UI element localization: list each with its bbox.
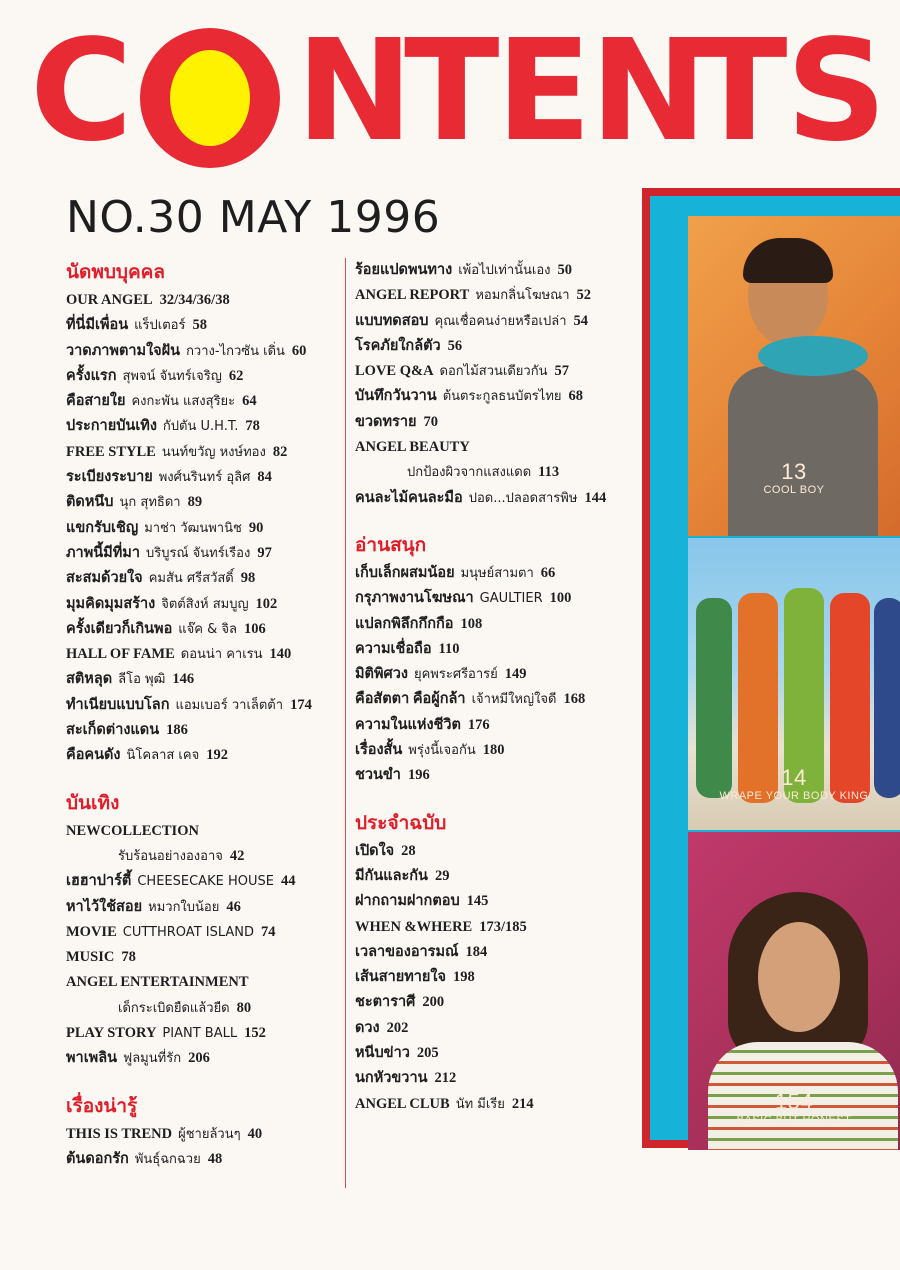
toc-entry[interactable] [355, 839, 630, 864]
entry-title: แขกรับเชิญ [66, 519, 139, 536]
entry-page-number: 98 [240, 570, 256, 587]
entry-title: แปลกพิลึกกึกกือ [355, 615, 454, 632]
toc-entry[interactable] [355, 486, 630, 511]
entry-title: เก็บเล็กผสมน้อย [355, 564, 455, 581]
entry-page-number: 192 [206, 747, 228, 764]
entry-title: เฮฮาปาร์ตี้ [66, 873, 132, 890]
entry-subtitle: หอมกลิ่นโฆษณา [475, 288, 570, 304]
toc-entry[interactable] [355, 940, 630, 965]
entry-page-number: 46 [226, 898, 241, 915]
entry-subtitle: หมวกใบน้อย [148, 899, 220, 915]
caption-title: COOL BOY [763, 484, 825, 496]
entry-subtitle: เด็กระเบิดยืดแล้วยืด [118, 1000, 230, 1016]
figure-body [728, 366, 878, 536]
section-heading: นัดพบบุคคล [66, 261, 166, 283]
entry-title: เรื่องสั้น [355, 742, 403, 759]
entry-page-number: 149 [504, 666, 527, 683]
toc-entry[interactable] [355, 1066, 630, 1091]
entry-page-number: 90 [248, 519, 264, 536]
toc-entry[interactable] [66, 339, 341, 364]
section-gap [66, 1072, 341, 1092]
entry-page-number: 74 [261, 923, 276, 940]
entry-subtitle: นัท มีเรีย [455, 1096, 505, 1112]
toc-entry[interactable] [66, 414, 341, 439]
entry-subtitle: จิตต์สิงห์ สมบูญ [161, 596, 249, 612]
entry-subtitle: นิโคลาส เคจ [126, 748, 200, 764]
entry-title: THIS IS TREND [66, 1125, 173, 1142]
entry-page-number: 200 [422, 994, 445, 1011]
section-gap [66, 769, 341, 789]
entry-page-number: 78 [245, 418, 260, 435]
entry-title: ความในแห่งชีวิต [355, 716, 461, 733]
section-heading: อ่านสนุก [355, 533, 427, 556]
entry-subtitle: แอมเบอร์ วาเล็ตต้า [175, 697, 284, 713]
entry-title: วาดภาพตามใจฝัน [66, 342, 181, 359]
toc-entry[interactable] [355, 889, 630, 914]
masthead-letter-t2: T [692, 10, 788, 173]
entry-title: ชะตาราศี [355, 994, 416, 1011]
entry-title: นกหัวขวาน [355, 1070, 428, 1087]
entry-title: ครั้งแรก [66, 367, 117, 384]
toc-entry[interactable] [66, 996, 341, 1021]
toc-entry[interactable] [355, 460, 630, 485]
toc-entry[interactable] [355, 410, 630, 435]
toc-entry[interactable] [355, 384, 630, 409]
toc-entry[interactable] [66, 970, 341, 995]
section-gap [355, 789, 630, 809]
entry-page-number: 180 [482, 742, 505, 759]
entry-title: คนละไม้คนละมือ [355, 489, 463, 506]
entry-title: PLAY STORY [66, 1025, 157, 1042]
toc-entry[interactable] [355, 713, 630, 738]
entry-subtitle: พันธุ์ฉกฉวย [134, 1151, 201, 1167]
masthead [0, 0, 900, 175]
entry-page-number: 173/185 [479, 918, 527, 935]
entry-page-number: 176 [467, 716, 490, 733]
entry-subtitle: นุก สุทธิดา [119, 495, 181, 511]
toc-entry[interactable] [355, 359, 630, 384]
entry-title: ANGEL CLUB [355, 1095, 450, 1112]
entry-subtitle: ดอกไม้สวนเดียวกัน [439, 364, 548, 380]
entry-title: ความเชื่อถือ [355, 640, 432, 657]
entry-subtitle: พรุ่งนี้เจอกัน [408, 743, 476, 759]
entry-subtitle: เพ้อไปเท่านั้นเอง [458, 263, 551, 278]
caption-cool-boy [688, 460, 900, 496]
entry-subtitle: รับร้อนอย่างองอาจ [118, 848, 223, 864]
toc-entry[interactable] [66, 313, 341, 338]
entry-title: ประกายบันเทิง [66, 418, 157, 435]
entry-subtitle: พงศ์นรินทร์ อุลิศ [158, 470, 251, 486]
entry-page-number: 54 [573, 312, 588, 329]
entry-title: พาเพลิน [66, 1050, 118, 1067]
masthead-letter-s: S [786, 10, 887, 173]
entry-page-number: 174 [290, 696, 312, 713]
entry-title: ANGEL BEAUTY [355, 439, 470, 456]
entry-title: บันทึกวันวาน [355, 388, 437, 405]
entry-subtitle: ฟูลมูนที่รัก [123, 1051, 182, 1067]
masthead-letter-n2: N [590, 10, 708, 173]
entry-title: มุมคิดมุมสร้าง [66, 595, 156, 612]
entry-subtitle: GAULTIER [479, 591, 543, 607]
entry-title: ทำเนียบแบบโลก [66, 696, 170, 713]
entry-subtitle: ผู้ชายล้วนๆ [178, 1126, 241, 1142]
entry-title: ANGEL ENTERTAINMENT [66, 974, 249, 991]
entry-page-number: 70 [423, 413, 438, 430]
toc-entry[interactable] [66, 895, 341, 920]
toc-entry[interactable] [355, 1092, 630, 1117]
entry-title: MOVIE [66, 923, 117, 940]
masthead-letter-t: T [404, 10, 500, 173]
toc-entry[interactable] [355, 334, 630, 359]
toc-entry[interactable] [66, 389, 341, 414]
entry-title: กรุภาพงานโฆษณา [355, 590, 474, 607]
entry-subtitle: มนุษย์สามตา [460, 565, 534, 581]
entry-page-number: 52 [576, 287, 592, 304]
entry-title: มิติพิศวง [355, 666, 408, 683]
entry-title: NEWCOLLECTION [66, 822, 199, 839]
toc-entry[interactable] [66, 1122, 341, 1147]
toc-entry[interactable] [355, 864, 630, 889]
entry-title: ครั้งเดียวก็เกินพอ [66, 620, 173, 637]
toc-entry[interactable] [355, 687, 630, 712]
entry-title: เปิดใจ [355, 842, 395, 859]
toc-entry[interactable] [66, 869, 341, 894]
photo-basic-but-honest[interactable] [688, 832, 900, 1150]
toc-entry[interactable] [355, 612, 630, 637]
caption-title: WRAPE YOUR BODY KING [719, 790, 869, 802]
entry-subtitle: แจ๊ค & จิล [178, 621, 237, 637]
entry-page-number: 186 [166, 722, 188, 739]
masthead-letter-n: N [296, 10, 414, 173]
entry-subtitle: กวาง-ไกวซัน เดิ่น [186, 343, 285, 359]
entry-page-number: 50 [557, 262, 573, 278]
toc-entry[interactable] [66, 718, 341, 743]
entry-page-number: 205 [416, 1045, 439, 1062]
entry-page-number: 214 [511, 1095, 534, 1112]
toc-entry[interactable] [66, 642, 341, 667]
toc-entry[interactable] [66, 920, 341, 945]
toc-entry[interactable] [66, 440, 341, 465]
entry-page-number: 68 [568, 388, 584, 405]
toc-entry[interactable] [355, 738, 630, 763]
toc-entry[interactable] [66, 541, 341, 566]
caption-basic-but-honest [688, 1090, 900, 1126]
toc-entry[interactable] [355, 309, 630, 334]
entry-page-number: 80 [236, 999, 252, 1016]
column-divider [345, 258, 346, 1188]
entry-page-number: 102 [255, 595, 278, 612]
entry-title: สติหลุด [66, 671, 113, 688]
entry-title: ภาพนี้มีที่มา [66, 544, 140, 561]
toc-entry[interactable] [355, 990, 630, 1015]
toc-entry[interactable] [355, 586, 630, 611]
entry-title: WHEN &WHERE [355, 918, 473, 935]
middle-column [355, 258, 630, 1117]
toc-entry[interactable] [66, 592, 341, 617]
entry-subtitle: มาช่า วัฒนพานิช [144, 520, 242, 536]
entry-page-number: 108 [460, 615, 483, 632]
entry-title: มีกันและกัน [355, 867, 428, 884]
entry-page-number: 58 [192, 317, 207, 334]
entry-page-number: 60 [291, 342, 307, 359]
entry-page-number: 78 [121, 949, 136, 966]
entry-title: คือสายใย [66, 393, 126, 410]
entry-title: ต้นดอกรัก [66, 1150, 129, 1167]
toc-entry[interactable] [66, 819, 341, 844]
figure-head [758, 922, 840, 1032]
section-heading: เรื่องน่ารู้ [66, 1094, 138, 1117]
entry-title: ดวง [355, 1019, 380, 1036]
entry-subtitle: กัปตัน U.H.T. [162, 419, 239, 435]
entry-title: ติดหนึบ [66, 494, 114, 511]
entry-subtitle: สุพจน์ จันทร์เจริญ [122, 368, 222, 384]
entry-page-number: 97 [257, 544, 272, 561]
entry-subtitle: ต้นตระกูลธนบัตรไทย [442, 389, 562, 405]
entry-page-number: 57 [554, 363, 569, 380]
entry-subtitle: คมสัน ศรีสวัสดิ์ [148, 571, 234, 587]
toc-entry[interactable] [66, 288, 341, 313]
entry-subtitle: ปกป้องผิวจากแสงแดด [407, 465, 532, 481]
entry-title: ที่นี่มีเพื่อน [66, 317, 129, 334]
toc-entry[interactable] [66, 1021, 341, 1046]
toc-entry[interactable] [355, 1041, 630, 1066]
section-heading: ประจำฉบับ [355, 811, 447, 834]
entry-title: OUR ANGEL [66, 292, 153, 308]
left-column [66, 258, 341, 1172]
entry-title: หนีบข่าว [355, 1045, 410, 1062]
entry-title: MUSIC [66, 949, 115, 966]
entry-page-number: 44 [280, 873, 296, 890]
entry-title: คือคนดัง [66, 747, 121, 764]
entry-page-number: 145 [466, 893, 489, 910]
entry-page-number: 56 [447, 337, 463, 354]
entry-page-number: 66 [540, 564, 556, 581]
toc-entry[interactable] [66, 364, 341, 389]
entry-title: แบบทดสอบ [355, 312, 429, 329]
toc-entry[interactable] [66, 667, 341, 692]
photo-wrape-your-body[interactable] [688, 538, 900, 830]
toc-entry[interactable] [355, 763, 630, 788]
entry-page-number: 196 [407, 767, 430, 784]
entry-page-number: 206 [188, 1050, 210, 1067]
toc-entry[interactable] [66, 516, 341, 541]
issue-line: NO.30 MAY 1996 [66, 192, 441, 243]
toc-entry[interactable] [355, 915, 630, 940]
entry-page-number: 168 [563, 691, 586, 708]
entry-subtitle: CUTTHROAT ISLAND [122, 924, 255, 940]
entry-page-number: 48 [207, 1150, 223, 1167]
entry-page-number: 113 [538, 464, 560, 481]
entry-page-number: 29 [434, 867, 450, 884]
entry-page-number: 202 [386, 1019, 409, 1036]
entry-subtitle: ดอนน่า คาเรน [180, 647, 263, 663]
entry-title: เวลาของอารมณ์ [355, 943, 459, 960]
entry-page-number: 82 [272, 443, 288, 460]
masthead-letter-c: C [30, 10, 133, 173]
photo-cool-boy[interactable] [688, 216, 900, 536]
toc-entry[interactable] [66, 1147, 341, 1172]
entry-subtitle: PIANT BALL [162, 1026, 238, 1042]
toc-entry[interactable] [355, 561, 630, 586]
entry-subtitle: นนท์ขวัญ หงษ์ทอง [161, 444, 266, 460]
entry-title: ฝากถามฝากตอบ [355, 893, 460, 910]
entry-page-number: 184 [465, 943, 488, 960]
entry-title: ระเบียงระบาย [66, 469, 153, 486]
entry-subtitle: CHEESECAKE HOUSE [137, 874, 274, 890]
toc-entry[interactable] [66, 1046, 341, 1071]
caption-title: BASIC BUT HONEST [736, 1114, 852, 1126]
entry-subtitle: ยุคพระศรีอารย์ [413, 667, 498, 683]
entry-title: หาไว้ใช้สอย [66, 898, 143, 915]
entry-title: LOVE Q&A [355, 363, 434, 380]
entry-page-number: 152 [244, 1025, 266, 1042]
toc-entry[interactable] [66, 945, 341, 970]
entry-page-number: 42 [229, 847, 245, 864]
toc-entry[interactable] [355, 435, 630, 460]
entry-subtitle: ลีโอ พุฒิ [118, 672, 166, 688]
toc-entry[interactable] [355, 258, 630, 283]
toc-entry[interactable] [66, 490, 341, 515]
entry-subtitle: คุณเชื่อคนง่ายหรือเปล่า [434, 313, 567, 329]
toc-entry[interactable] [66, 566, 341, 591]
entry-title: ชวนขำ [355, 767, 401, 784]
entry-title: คือสัตตา คือผู้กล้า [355, 691, 466, 708]
entry-subtitle: บริบูรณ์ จันทร์เรือง [146, 545, 251, 561]
toc-entry[interactable] [66, 693, 341, 718]
entry-page-number: 100 [549, 590, 572, 607]
entry-title: สะสมด้วยใจ [66, 570, 143, 587]
section-gap [355, 511, 630, 531]
caption-wrape-your-body [688, 766, 900, 802]
toc-entry[interactable] [66, 743, 341, 768]
entry-title: สะเก็ดต่างแดน [66, 722, 160, 739]
entry-page-number: 198 [452, 969, 475, 986]
entry-page-number: 40 [247, 1125, 263, 1142]
toc-entry[interactable] [355, 1016, 630, 1041]
caption-page-number: 154 [774, 1089, 814, 1114]
entry-page-number: 106 [243, 620, 266, 637]
entry-page-number: 110 [438, 640, 460, 657]
masthead-letter-e: E [496, 10, 592, 173]
entry-title: FREE STYLE [66, 443, 156, 460]
caption-page-number: 13 [781, 459, 807, 484]
toc-entry[interactable] [355, 662, 630, 687]
entry-title: HALL OF FAME [66, 646, 175, 663]
toc-entry[interactable] [355, 965, 630, 990]
entry-page-number: 144 [584, 489, 607, 506]
toc-entry[interactable] [355, 637, 630, 662]
entry-subtitle: ปอด...ปลอดสารพิษ [468, 490, 578, 506]
entry-page-number: 28 [401, 842, 416, 859]
feather-scarf [758, 336, 868, 376]
entry-page-number: 146 [172, 671, 195, 688]
entry-subtitle: เจ้าหมีใหญ่ใจดี [471, 692, 557, 708]
entry-page-number: 140 [269, 646, 292, 663]
entry-title: โรคภัยใกล้ตัว [355, 337, 441, 354]
entry-page-number: 62 [228, 367, 244, 384]
entry-page-number: 89 [187, 494, 203, 511]
entry-page-number: 32/34/36/38 [159, 292, 230, 308]
entry-page-number: 84 [257, 469, 272, 486]
entry-title: ขวดทราย [355, 413, 417, 430]
toc-entry[interactable] [355, 283, 630, 308]
entry-subtitle: คงกะพัน แสงสุริยะ [131, 394, 236, 410]
toc-entry[interactable] [66, 465, 341, 490]
figure-hair [743, 238, 833, 283]
masthead-o-ring [140, 28, 280, 168]
entry-page-number: 64 [242, 393, 257, 410]
entry-title: ร้อยแปดพนทาง [355, 262, 453, 278]
entry-title: ANGEL REPORT [355, 287, 470, 304]
toc-entry[interactable] [66, 617, 341, 642]
toc-entry[interactable] [66, 844, 341, 869]
entry-page-number: 212 [434, 1070, 457, 1087]
caption-page-number: 14 [781, 765, 807, 790]
section-heading: บันเทิง [66, 791, 120, 814]
entry-title: เส้นสายทายใจ [355, 969, 446, 986]
entry-subtitle: แร็ปเตอร์ [134, 318, 186, 334]
